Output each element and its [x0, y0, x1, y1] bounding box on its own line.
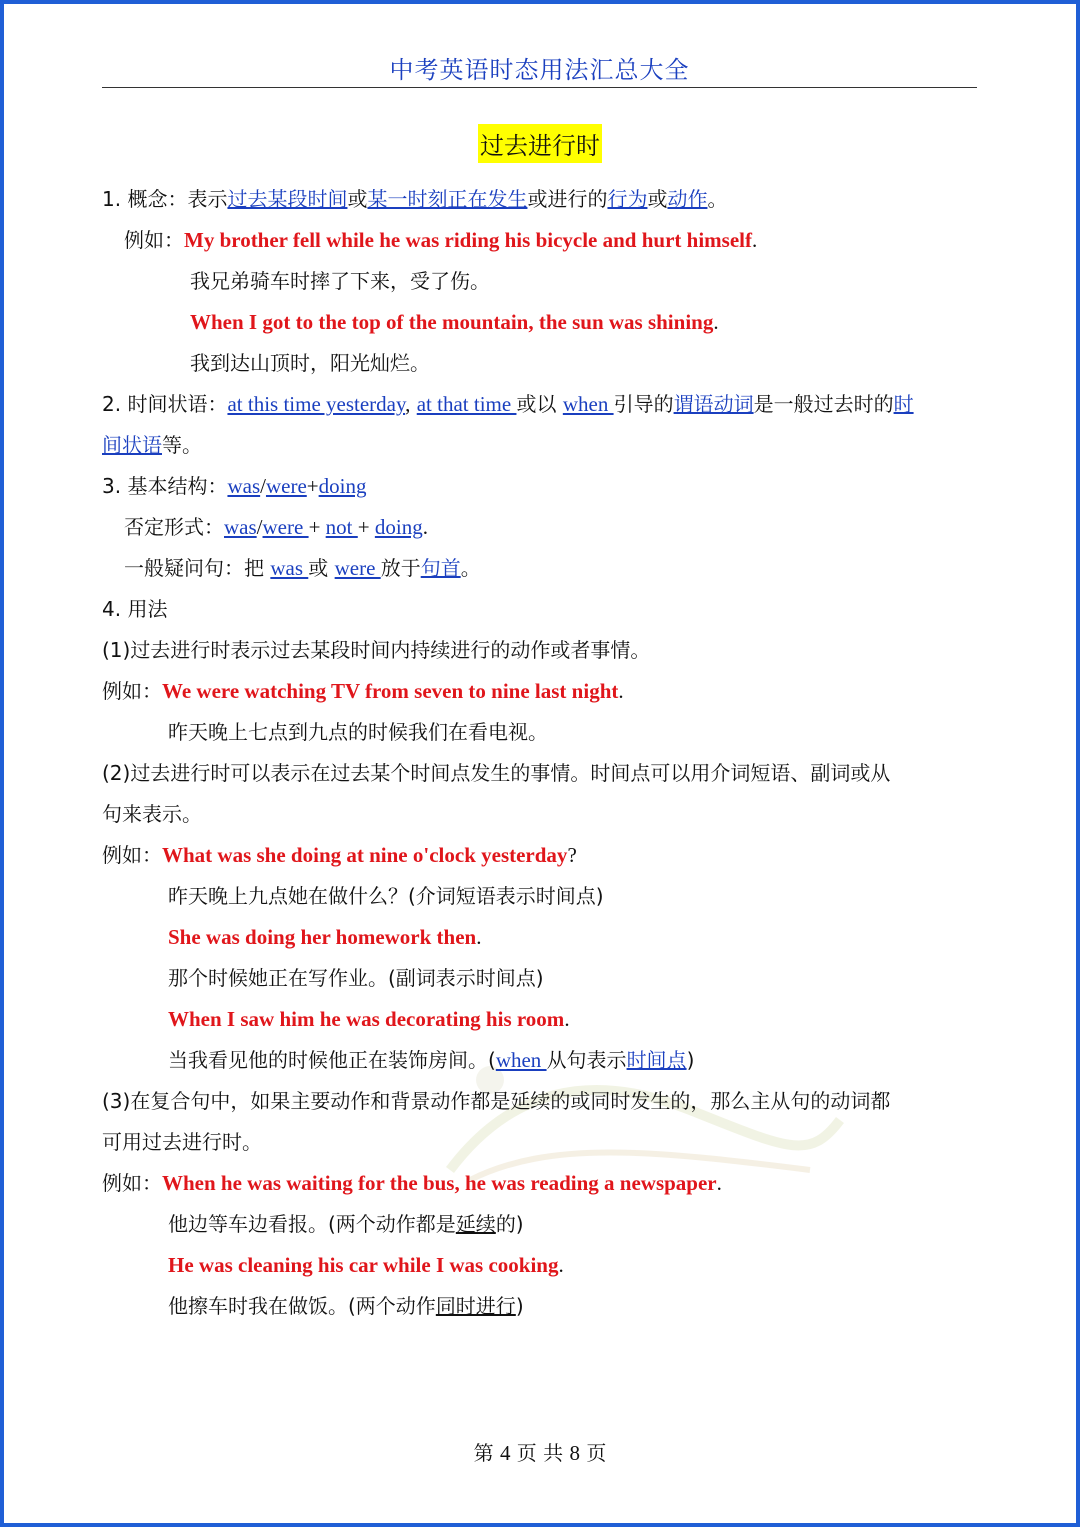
page-number: 4 [499, 1441, 511, 1465]
concept-text: 表示 [187, 187, 228, 211]
slash: / [260, 474, 266, 498]
link-q-was[interactable]: was [270, 556, 309, 580]
structure-line [102, 467, 962, 508]
text-put: 放于 [380, 556, 421, 580]
translation-text: 从句表示 [546, 1048, 627, 1072]
text-etc: 等。 [162, 433, 202, 457]
example-line [102, 1000, 962, 1041]
time-adverbial-line [102, 385, 962, 426]
link-neg-doing[interactable]: doing [374, 515, 423, 539]
plus: + [308, 515, 326, 539]
text-or: 或 [308, 556, 335, 580]
link-q-were[interactable]: were [334, 556, 381, 580]
link-doing[interactable]: doing [318, 474, 367, 498]
plus: + [306, 474, 319, 498]
link-at-this-time[interactable]: at this time yesterday [227, 392, 406, 416]
example-punct: . [476, 925, 482, 949]
link-sentence-head[interactable]: 句首 [420, 556, 461, 580]
example-line [102, 303, 962, 344]
paren-close: ) [686, 1048, 695, 1072]
section-title: 过去进行时 [478, 124, 602, 163]
concept-link-behavior[interactable]: 行为 [607, 187, 648, 211]
example-label: 例如： [102, 843, 162, 867]
example-sentence: What was she doing at nine o'clock yesterday [162, 843, 568, 867]
footer-text: 第 [473, 1441, 500, 1465]
footer-text: 页 共 [510, 1441, 570, 1465]
translation-line: 昨天晚上九点她在做什么？(介词短语表示时间点) [168, 884, 604, 908]
translation-text: 他擦车时我在做饭。(两个动作 [168, 1294, 436, 1318]
example-label: 例如： [124, 228, 184, 252]
negative-label: 否定形式： [124, 515, 224, 539]
underlined-continuous: 延续 [455, 1212, 496, 1236]
example-line [102, 836, 962, 877]
example-punct: ? [567, 843, 577, 867]
translation-text: 当我看见他的时候他正在装饰房间。( [168, 1048, 496, 1072]
link-time-point[interactable]: 时间点 [626, 1048, 687, 1072]
link-neg-was[interactable]: was [224, 515, 257, 539]
link-at-that-time[interactable]: at that time [416, 392, 517, 416]
concept-prefix: 1. 概念： [102, 187, 188, 211]
translation-line: 那个时候她正在写作业。(副词表示时间点) [168, 966, 544, 990]
usage-2a: (2)过去进行时可以表示在过去某个时间点发生的事情。时间点可以用介词短语、副词或从 [102, 761, 891, 785]
example-line [102, 672, 962, 713]
example-punct: . [618, 679, 624, 703]
example-sentence: When he was waiting for the bus, he was reading a newspaper [162, 1171, 717, 1195]
link-when[interactable]: when [562, 392, 614, 416]
question-label: 一般疑问句：把 [124, 556, 271, 580]
link-adverbial-b[interactable]: 间状语 [102, 433, 162, 457]
example-sentence: She was doing her homework then [168, 925, 477, 949]
example-sentence: My brother fell while he was riding his bicycle and hurt himself [184, 228, 752, 252]
concept-or-2: 或 [647, 187, 668, 211]
example-label: 例如： [102, 679, 162, 703]
usage-1: (1)过去进行时表示过去某段时间内持续进行的动作或者事情。 [102, 638, 651, 662]
link-neg-were[interactable]: were [262, 515, 309, 539]
translation-line [102, 1205, 962, 1246]
time-adverbial-prefix: 2. 时间状语： [102, 392, 228, 416]
concept-line [102, 180, 962, 221]
example-line [102, 918, 962, 959]
link-predicate-verb[interactable]: 谓语动词 [673, 392, 754, 416]
example-line [102, 1246, 962, 1287]
negative-form-line [102, 508, 962, 549]
concept-link-action[interactable]: 动作 [667, 187, 708, 211]
time-adverbial-line-2 [102, 426, 962, 467]
usage-2b: 句来表示。 [102, 802, 202, 826]
text-guide: 引导的 [613, 392, 674, 416]
period: . [422, 515, 428, 539]
document-body [102, 180, 962, 1328]
usage-heading: 4. 用法 [102, 597, 168, 621]
usage-3b: 可用过去进行时。 [102, 1130, 262, 1154]
underlined-simultaneous: 同时进行 [435, 1294, 516, 1318]
translation-line: 我兄弟骑车时摔了下来，受了伤。 [190, 269, 490, 293]
text-or: 或以 [516, 392, 557, 416]
example-punct: . [558, 1253, 564, 1277]
page-header: 中考英语时态用法汇总大全 [102, 50, 977, 88]
translation-text: ) [515, 1294, 524, 1318]
link-adverbial-a[interactable]: 时 [893, 392, 914, 416]
example-punct: . [564, 1007, 570, 1031]
structure-prefix: 3. 基本结构： [102, 474, 228, 498]
link-was[interactable]: was [227, 474, 261, 498]
link-when-clause[interactable]: when [495, 1048, 547, 1072]
example-punct: . [751, 228, 758, 252]
link-not[interactable]: not [325, 515, 358, 539]
section-title-wrap [0, 124, 1080, 163]
plus: + [357, 515, 375, 539]
example-line [102, 221, 962, 262]
example-sentence: He was cleaning his car while I was cooking [168, 1253, 559, 1277]
example-line [102, 1164, 962, 1205]
page-footer [0, 1437, 1080, 1466]
example-sentence: We were watching TV from seven to nine last night [162, 679, 619, 703]
concept-text-2: 或进行的 [527, 187, 608, 211]
example-punct: . [713, 310, 719, 334]
text-simple-past: 是一般过去时的 [753, 392, 894, 416]
comma: , [405, 392, 411, 416]
concept-end: 。 [707, 187, 728, 211]
concept-or: 或 [347, 187, 368, 211]
translation-line: 我到达山顶时，阳光灿烂。 [190, 351, 430, 375]
translation-line: 昨天晚上七点到九点的时候我们在看电视。 [168, 720, 548, 744]
concept-link-period[interactable]: 过去某段时间 [227, 187, 348, 211]
example-punct: . [716, 1171, 722, 1195]
period: 。 [460, 556, 481, 580]
example-sentence: When I got to the top of the mountain, the sun was shining [190, 310, 714, 334]
translation-text: 的) [495, 1212, 524, 1236]
footer-text: 页 [580, 1441, 607, 1465]
usage-3a: (3)在复合句中，如果主要动作和背景动作都是延续的或同时发生的，那么主从句的动词都 [102, 1089, 891, 1113]
concept-link-moment[interactable]: 某一时刻正在发生 [367, 187, 528, 211]
translation-line [102, 1041, 962, 1082]
link-were[interactable]: were [265, 474, 307, 498]
question-form-line [102, 549, 962, 590]
page-total: 8 [569, 1441, 581, 1465]
translation-text: 他边等车边看报。(两个动作都是 [168, 1212, 456, 1236]
example-sentence: When I saw him he was decorating his room [168, 1007, 565, 1031]
slash: / [256, 515, 263, 539]
translation-line [102, 1287, 962, 1328]
example-label: 例如： [102, 1171, 162, 1195]
